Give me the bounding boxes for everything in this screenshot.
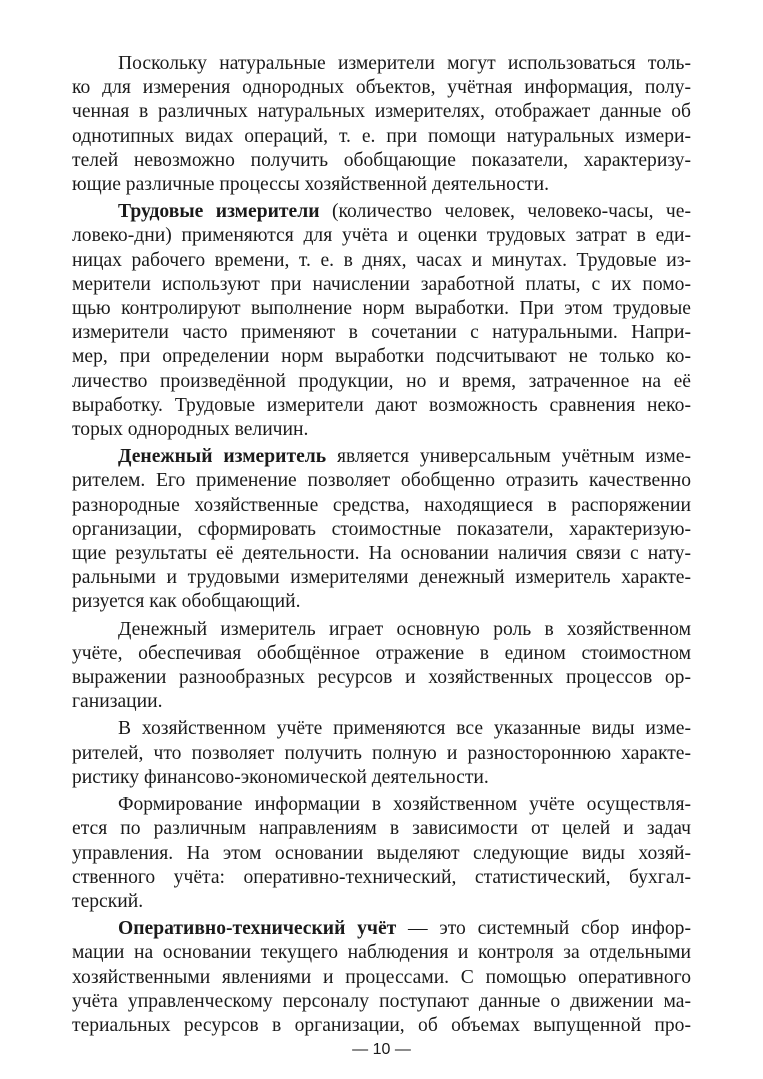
text-line: ганизации. xyxy=(72,691,163,713)
text-line: ственного учёта: оперативно-технический, статистический, бухгал- xyxy=(72,866,691,888)
text-line: личество произведённой продукции, но и время, затраченное на её xyxy=(72,370,691,392)
text-line: мерители используют при начислении заработной платы, с их помо- xyxy=(72,273,691,295)
text-line: учёта управленческому персоналу поступают данные о движении ма- xyxy=(72,990,691,1012)
text-line: учёте, обеспечивая обобщённое отражение в едином стоимостном xyxy=(72,642,691,664)
text-line: ющие различные процессы хозяйственной деятельности. xyxy=(72,174,550,196)
text-line: В хозяйственном учёте применяются все указанные виды изме- xyxy=(118,718,691,740)
text-line: торых однородных величин. xyxy=(72,419,309,441)
text-line: териальных ресурсов в организации, об объемах выпущенной про- xyxy=(72,1014,691,1036)
text-line: хозяйственными явлениями и процессами. С помощью оперативного xyxy=(72,966,691,988)
text-line: ристику финансово-экономической деятельности. xyxy=(72,766,489,788)
text-line: ницах рабочего времени, т. е. в днях, часах и минутах. Трудовые из- xyxy=(72,249,691,271)
text-line: ко для измерения однородных объектов, учётная информация, полу- xyxy=(72,77,691,99)
defined-term: Трудовые измерители xyxy=(118,201,320,223)
defined-term: Денежный измеритель xyxy=(118,446,327,468)
text-line: измерители часто применяют в сочетании с натуральными. Напри- xyxy=(72,322,691,344)
line-text: (количество человек, человеко-часы, че- xyxy=(319,201,692,223)
text-line xyxy=(72,445,691,469)
text-line: мации на основании текущего наблюдения и контроля за отдельными xyxy=(72,942,691,964)
text-line: ется по различным направлениям в зависимости от целей и задач xyxy=(72,818,691,840)
paragraph xyxy=(72,717,691,790)
line-text: является универсальным учётным изме- xyxy=(326,446,691,468)
line-text: — это системный сбор инфор- xyxy=(396,918,691,940)
text-line: управления. На этом основании выделяют следующие виды хозяй- xyxy=(72,842,691,864)
text-line: организации, сформировать стоимостные показатели, характеризую- xyxy=(72,518,691,540)
defined-term: Оперативно-технический учёт xyxy=(118,918,397,940)
text-line: Денежный измеритель играет основную роль в хозяйственном xyxy=(118,618,691,640)
text-line: ловеко-дни) применяются для учёта и оценки трудовых затрат в еди- xyxy=(72,225,691,247)
paragraph xyxy=(72,618,691,715)
text-line: рителем. Его применение позволяет обобщенно отразить качественно xyxy=(72,470,691,492)
text-line: терский. xyxy=(72,890,144,912)
text-line: ченная в различных натуральных измерителях, отображает данные об xyxy=(72,101,691,123)
text-line: мер, при определении норм выработки подсчитывают не только ко- xyxy=(72,346,691,368)
text-line xyxy=(72,917,691,941)
page-body xyxy=(72,52,691,1038)
paragraph xyxy=(72,52,691,197)
text-line: однотипных видах операций, т. е. при помощи натуральных измери- xyxy=(72,125,691,147)
text-line xyxy=(72,200,691,224)
text-line: выражении разнообразных ресурсов и хозяйственных процессов ор- xyxy=(72,667,691,689)
paragraph xyxy=(72,917,691,1038)
page-number: — 10 — xyxy=(352,1041,411,1058)
text-line: разнородные хозяйственные средства, находящиеся в распоряжении xyxy=(72,494,691,516)
text-line: щие результаты её деятельности. На основании наличия связи с нату- xyxy=(72,543,691,565)
text-line: телей невозможно получить обобщающие показатели, характеризу- xyxy=(72,149,691,171)
paragraph xyxy=(72,200,691,442)
paragraph xyxy=(72,445,691,614)
text-line: щью контролируют выполнение норм выработки. При этом трудовые xyxy=(72,298,691,320)
text-line: выработку. Трудовые измерители дают возможность сравнения неко- xyxy=(72,394,691,416)
text-line: Поскольку натуральные измерители могут использоваться толь- xyxy=(118,53,691,74)
text-line: ризуется как обобщающий. xyxy=(72,591,301,613)
text-line: Формирование информации в хозяйственном учёте осуществля- xyxy=(118,794,691,816)
text-line: рителей, что позволяет получить полную и разностороннюю характе- xyxy=(72,742,691,764)
text-line: ральными и трудовыми измерителями денежный измеритель характе- xyxy=(72,567,691,589)
paragraph xyxy=(72,793,691,914)
